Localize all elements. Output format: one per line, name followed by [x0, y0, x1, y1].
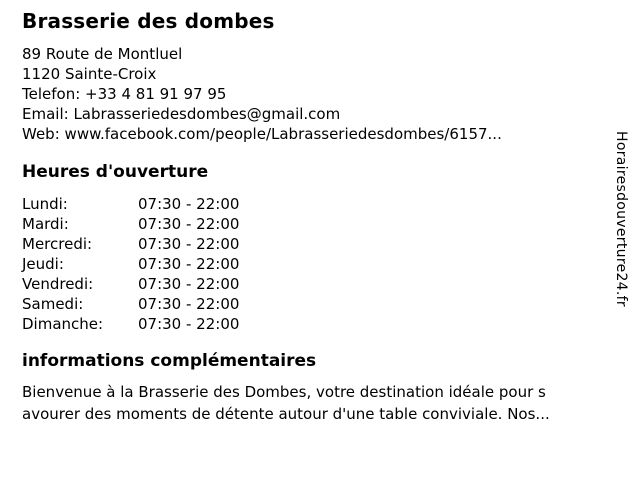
- day-label: Mercredi:: [22, 235, 93, 253]
- info-text-line-1: Bienvenue à la Brasserie des Dombes, votre destination idéale pour s: [22, 383, 546, 401]
- time-value: 07:30 - 22:00: [138, 295, 240, 313]
- page-title: Brasserie des dombes: [22, 9, 275, 33]
- time-value: 07:30 - 22:00: [138, 195, 240, 213]
- additional-info-heading: informations complémentaires: [22, 351, 317, 371]
- email-label: Email:: [22, 105, 69, 123]
- hours-row-wednesday: [22, 234, 239, 254]
- phone-label: Telefon:: [22, 85, 81, 103]
- time-value: 07:30 - 22:00: [138, 255, 240, 273]
- site-watermark: Horairesdouverture24.fr: [613, 131, 629, 307]
- address-line-1: 89 Route de Montluel: [22, 45, 183, 63]
- time-value: 07:30 - 22:00: [138, 275, 240, 293]
- web-line: [22, 124, 502, 144]
- web-value[interactable]: www.facebook.com/people/Labrasseriedesdombes/6157...: [64, 125, 502, 143]
- hours-row-monday: [22, 194, 239, 214]
- info-text-line-2: avourer des moments de détente autour d'une table conviviale. Nos...: [22, 405, 550, 423]
- day-label: Vendredi:: [22, 275, 94, 293]
- contact-block: [22, 44, 502, 144]
- day-label: Jeudi:: [22, 255, 64, 273]
- additional-info-text: [22, 381, 550, 425]
- time-value: 07:30 - 22:00: [138, 215, 240, 233]
- hours-row-sunday: [22, 314, 239, 334]
- email-value[interactable]: Labrasseriedesdombes@gmail.com: [73, 105, 341, 123]
- hours-row-thursday: [22, 254, 239, 274]
- day-label: Lundi:: [22, 195, 68, 213]
- web-label: Web:: [22, 125, 60, 143]
- time-value: 07:30 - 22:00: [138, 235, 240, 253]
- opening-hours-table: [22, 194, 239, 334]
- phone-line: [22, 84, 502, 104]
- day-label: Dimanche:: [22, 315, 104, 333]
- day-label: Samedi:: [22, 295, 84, 313]
- address-line-2: 1120 Sainte-Croix: [22, 65, 157, 83]
- day-label: Mardi:: [22, 215, 69, 233]
- email-line: [22, 104, 502, 124]
- hours-row-saturday: [22, 294, 239, 314]
- time-value: 07:30 - 22:00: [138, 315, 240, 333]
- hours-row-friday: [22, 274, 239, 294]
- hours-row-tuesday: [22, 214, 239, 234]
- phone-value: +33 4 81 91 97 95: [85, 85, 227, 103]
- opening-hours-heading: Heures d'ouverture: [22, 162, 209, 182]
